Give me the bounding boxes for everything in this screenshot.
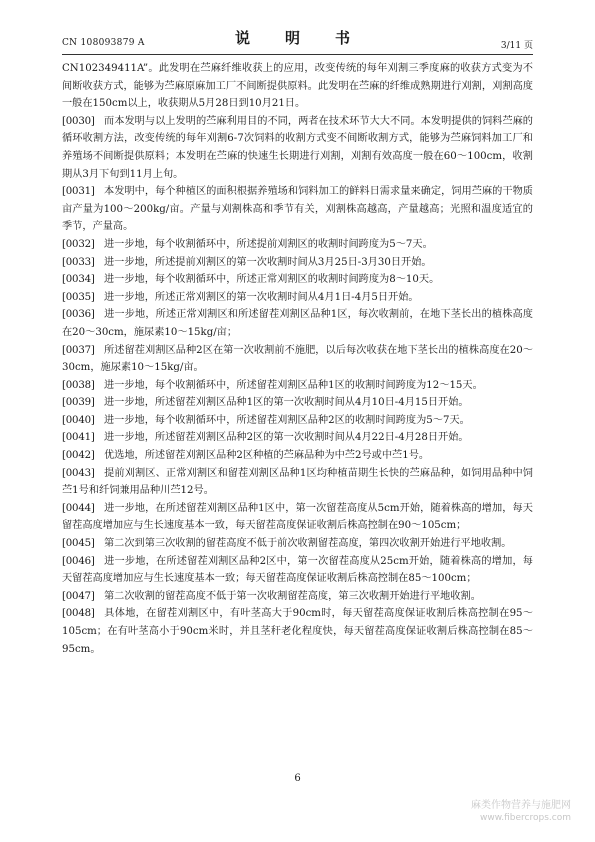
paragraph-text: 进一步地，每个收割循环中，所述正常刈割区的收割时间跨度为8～10天。 <box>104 274 440 286</box>
paragraph <box>62 342 533 377</box>
paragraph-number: [0036] <box>62 309 95 321</box>
paragraph-text: 第二次到第三次收割的留茬高度不低于前次收割留茬高度，第四次收割开始进行平地收割。 <box>104 538 512 550</box>
patent-number: CN 108093879 A <box>62 38 145 48</box>
paragraph <box>62 113 533 183</box>
paragraph-number: [0045] <box>62 538 95 550</box>
paragraph-text: 进一步地，每个收割循环中，所述提前刈割区的收割时间跨度为5～7天。 <box>104 238 433 250</box>
watermark-url: www.fibercrops.com <box>480 813 571 823</box>
paragraph-number: [0030] <box>62 115 95 127</box>
paragraph-text: 第二次收割的留茬高度不低于第一次收割留茬高度，第三次收割开始进行平地收割。 <box>104 590 481 602</box>
paragraph-text: 而本发明与以上发明的苎麻利用目的不同，两者在技术环节大大不同。本发明提供的饲料苎麻的循环收割方法，改变传统的每年刈割6-7次饲料的收割方式变不间断收割方式，能够为苎麻饲料加工厂和养殖场不间断提供原料；本发明在苎麻的快速生长期进行刈割，刈割有效高度一般在60～100cm，收割期从3月下旬到11月上旬。 <box>62 115 533 180</box>
paragraph-number: [0034] <box>62 274 95 286</box>
document-title: 说 明 书 <box>234 29 360 47</box>
paragraph-text: 进一步地，每个收割循环中，所述留茬刈割区品种2区的收割时间跨度为5～7天。 <box>104 414 470 426</box>
paragraph-text: CN102349411A”。此发明在苎麻纤维收获上的应用，改变传统的每年刈割三季度麻的收获方式变为不间断收获方式，能够为苎麻原麻加工厂不间断提供原料。此发明在苎麻的纤维成熟期进行刈割，刈割高度一般在150cm以上，收获期从5月28日到10月21日。 <box>62 63 533 110</box>
paragraph-text: 所述留茬刈割区品种2区在第一次收割前不施肥，以后每次收获在地下茎长出的植株高度在20～30cm，施尿素10～15kg/亩。 <box>62 344 533 374</box>
document-header <box>62 27 533 53</box>
paragraph <box>62 429 533 447</box>
paragraph-text: 进一步地，在所述留茬刈割区品种1区中，第一次留茬高度从5cm开始，随着株高的增加，每天留茬高度增加应与生长速度基本一致，每天留茬高度保证收割后株高控制在90～105cm； <box>62 502 533 532</box>
paragraph-number: [0037] <box>62 344 95 356</box>
paragraph-text: 优选地，所述留茬刈割区品种2区种植的苎麻品种为中苎2号或中苎1号。 <box>104 450 430 462</box>
paragraph-number: [0033] <box>62 256 95 268</box>
paragraph-text: 进一步地，所述正常刈割区的第一次收割时间从4月1日-4月5日开始。 <box>104 291 419 303</box>
site-watermark <box>471 800 571 824</box>
paragraph-text: 提前刈割区、正常刈割区和留茬刈割区品种1区均种植苗期生长快的苎麻品种，如饲用品种中饲苎1号和纤饲兼用品种川苎12号。 <box>62 467 533 497</box>
paragraph-text: 进一步地，所述留茬刈割区品种2区的第一次收割时间从4月22日-4月28日开始。 <box>104 432 469 444</box>
document-body <box>62 60 533 658</box>
paragraph <box>62 465 533 500</box>
paragraph <box>62 183 533 236</box>
paragraph-number: [0044] <box>62 502 95 514</box>
paragraph-number: [0040] <box>62 414 95 426</box>
paragraph <box>62 605 533 658</box>
paragraph-number: [0046] <box>62 555 95 567</box>
paragraph <box>62 306 533 341</box>
paragraph-number: [0043] <box>62 467 95 479</box>
paragraph-number: [0039] <box>62 397 95 409</box>
paragraph-number: [0032] <box>62 238 95 250</box>
paragraph <box>62 254 533 272</box>
paragraph <box>62 553 533 588</box>
paragraph-continued <box>62 60 533 113</box>
paragraph-number: [0042] <box>62 450 95 462</box>
paragraph-text: 进一步地，每个收割循环中，所述留茬刈割区品种1区的收割时间跨度为12～15天。 <box>104 379 483 391</box>
paragraph <box>62 535 533 553</box>
paragraph-text: 进一步地，所述提前刈割区的第一次收割时间从3月25日-3月30日开始。 <box>104 256 432 268</box>
paragraph-number: [0047] <box>62 590 95 602</box>
paragraph-text: 具体地，在留茬刈割区中，有叶茎高大于90cm时，每天留茬高度保证收割后株高控制在95～105cm；在有叶茎高小于90cm米时，并且茎秆老化程度快，每天留茬高度保证收割后株高控制在85～95cm。 <box>62 608 533 655</box>
paragraph <box>62 271 533 289</box>
paragraph-number: [0038] <box>62 379 95 391</box>
paragraph <box>62 412 533 430</box>
paragraph-text: 本发明中，每个种植区的面积根据养殖场和饲料加工的鲜料日需求量来确定，饲用苎麻的干物质亩产量为100～200kg/亩。产量与刈割株高和季节有关，刈割株高越高，产量越高；光照和温度适宜的季节，产量高。 <box>62 186 533 233</box>
paragraph-text: 进一步地，所述正常刈割区和所述留茬刈割区品种1区，每次收割前，在地下茎长出的植株高度在20～30cm，施尿素10～15kg/亩； <box>62 309 533 338</box>
paragraph <box>62 447 533 465</box>
page-fraction: 3/11 页 <box>500 41 533 51</box>
paragraph <box>62 500 533 535</box>
paragraph <box>62 394 533 412</box>
watermark-site-name: 麻类作物营养与施肥网 <box>471 800 571 811</box>
header-rule <box>62 54 533 55</box>
paragraph <box>62 588 533 606</box>
paragraph-number: [0041] <box>62 432 95 444</box>
paragraph-number: [0048] <box>62 608 95 620</box>
paragraph <box>62 377 533 395</box>
paragraph-number: [0031] <box>62 186 95 198</box>
page-number: 6 <box>294 773 301 784</box>
paragraph-text: 进一步地，所述留茬刈割区品种1区的第一次收割时间从4月10日-4月15日开始。 <box>104 397 469 409</box>
paragraph <box>62 289 533 307</box>
paragraph-number: [0035] <box>62 291 95 303</box>
paragraph-text: 进一步地，在所述留茬刈割区品种2区中，第一次留茬高度从25cm开始，随着株高的增加，每天留茬高度增加应与生长速度基本一致；每天留茬高度保证收割后株高控制在85～100cm； <box>62 555 533 585</box>
paragraph <box>62 236 533 254</box>
